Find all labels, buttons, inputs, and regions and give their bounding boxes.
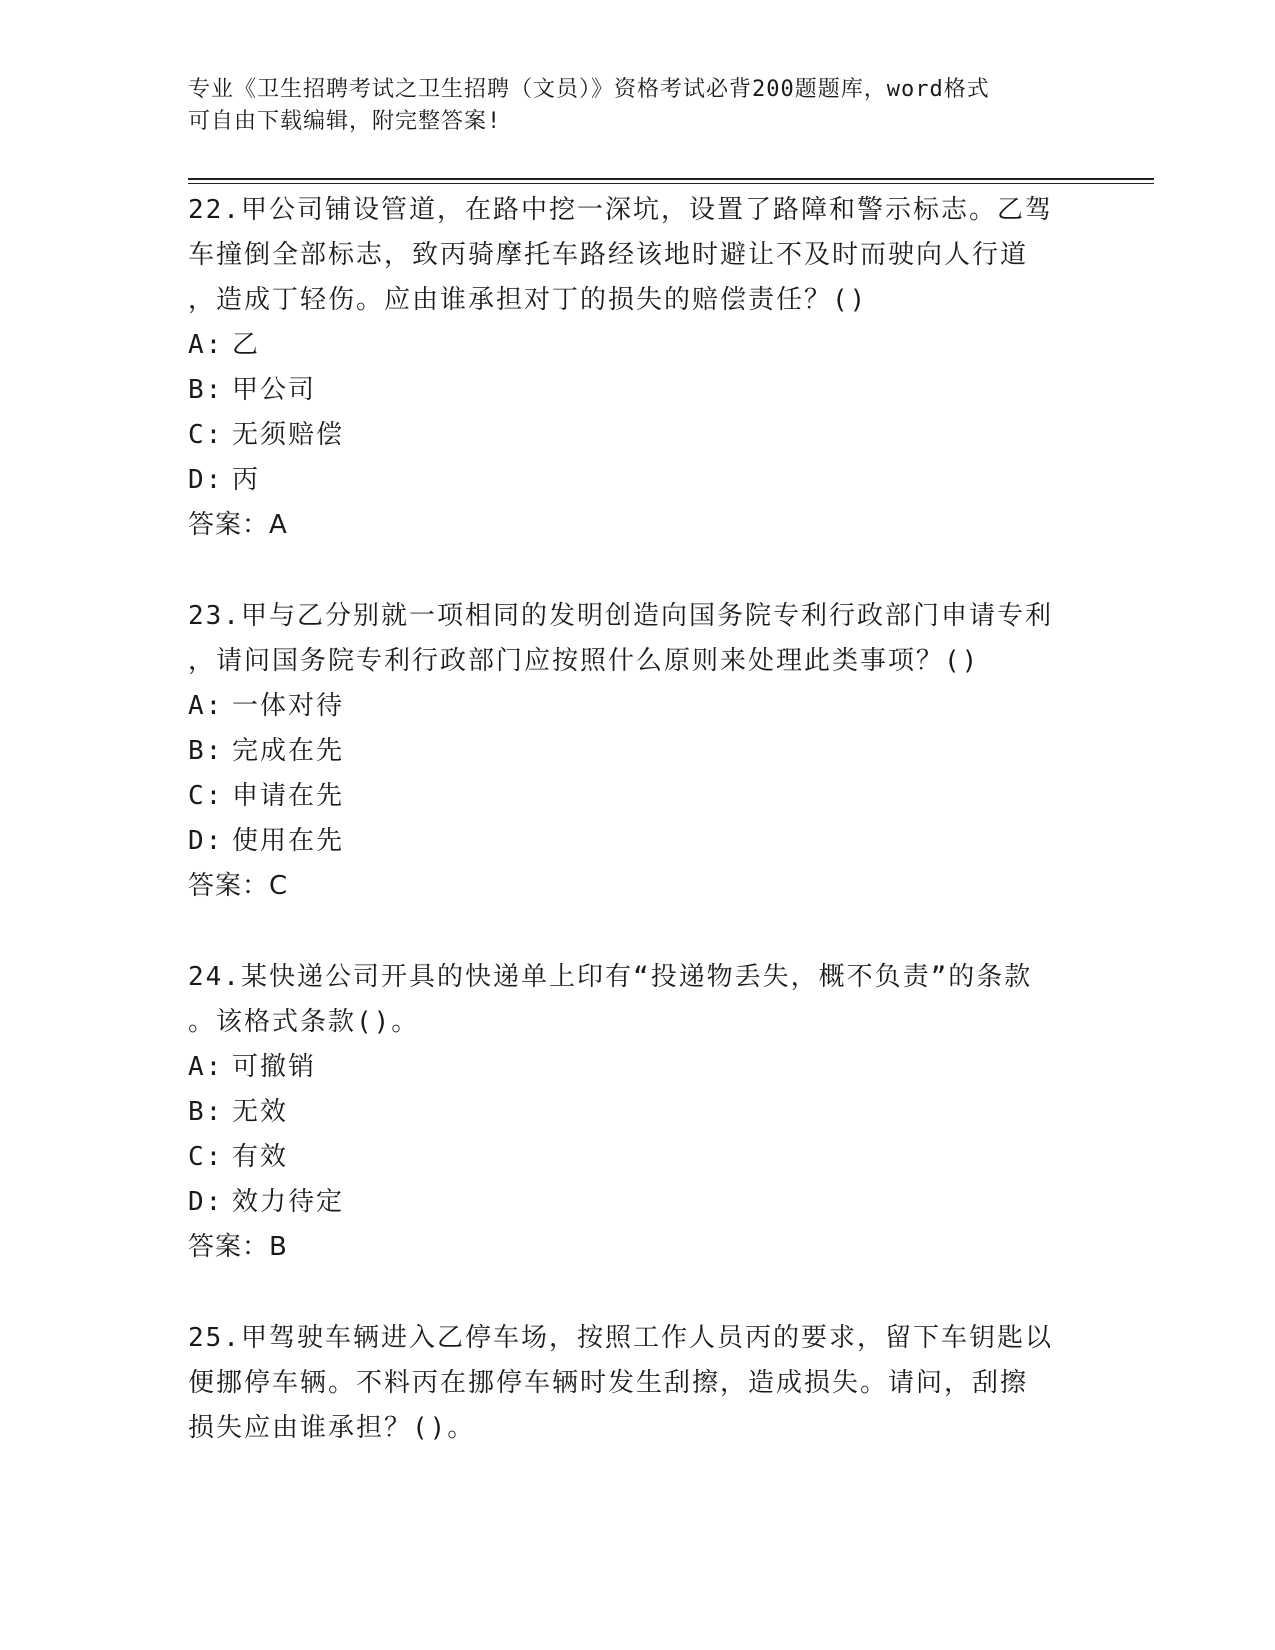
header-line-2: 可自由下载编辑，附完整答案!: [188, 109, 502, 134]
option-letter: A:: [188, 691, 224, 721]
option-text: 可撤销: [232, 1052, 317, 1082]
question-text-line: ，请问国务院专利行政部门应按照什么原则来处理此类事项？(): [188, 646, 980, 676]
option-text: 一体对待: [232, 691, 345, 721]
option-letter: D:: [188, 465, 224, 495]
answer-option: [188, 458, 1088, 503]
question-list: [188, 188, 1088, 1451]
option-text: 申请在先: [232, 781, 345, 811]
option-letter: D:: [188, 1187, 224, 1217]
option-text: 效力待定: [232, 1187, 345, 1217]
option-text: 乙: [232, 330, 261, 360]
option-text: 丙: [232, 465, 261, 495]
answer-option: [188, 323, 1088, 368]
answer-option: [188, 413, 1088, 458]
option-text: 使用在先: [232, 826, 345, 856]
option-letter: B:: [188, 736, 224, 766]
question-text-line: 23.甲与乙分别就一项相同的发明创造向国务院专利行政部门申请专利: [188, 601, 1053, 631]
answer-option: [188, 684, 1088, 729]
option-text: 无效: [232, 1097, 289, 1127]
answer-key: 答案：A: [188, 510, 288, 540]
question-text-line: 车撞倒全部标志，致丙骑摩托车路经该地时避让不及时而驶向人行道: [188, 240, 1029, 270]
question-block: [188, 955, 1088, 1270]
option-text: 完成在先: [232, 736, 345, 766]
question-block: [188, 1316, 1088, 1451]
option-letter: C:: [188, 781, 224, 811]
question-block: [188, 594, 1088, 909]
option-text: 有效: [232, 1142, 289, 1172]
option-letter: C:: [188, 420, 224, 450]
option-text: 无须赔偿: [232, 420, 345, 450]
option-letter: A:: [188, 1052, 224, 1082]
answer-option: [188, 1135, 1088, 1180]
question-text-line: 损失应由谁承担？()。: [188, 1413, 476, 1443]
question-text-line: 。该格式条款()。: [188, 1007, 420, 1037]
answer-option: [188, 819, 1088, 864]
answer-option: [188, 1045, 1088, 1090]
answer-option: [188, 1090, 1088, 1135]
question-text-line: 24.某快递公司开具的快递单上印有“投递物丢失，概不负责”的条款: [188, 962, 1033, 992]
answer-option: [188, 368, 1088, 413]
question-block: [188, 188, 1088, 548]
header-line-1: 专业《卫生招聘考试之卫生招聘（文员）》资格考试必背200题题库，word格式: [188, 77, 990, 102]
option-letter: C:: [188, 1142, 224, 1172]
answer-option: [188, 774, 1088, 819]
header-divider-thin: [188, 183, 1154, 184]
document-header: [188, 74, 1088, 138]
answer-option: [188, 1180, 1088, 1225]
answer-key: 答案：C: [188, 871, 289, 901]
answer-option: [188, 729, 1088, 774]
header-divider-thick: [188, 178, 1154, 180]
option-letter: B:: [188, 375, 224, 405]
answer-key: 答案：B: [188, 1232, 288, 1262]
question-text-line: 便挪停车辆。不料丙在挪停车辆时发生刮擦，造成损失。请问，刮擦: [188, 1368, 1029, 1398]
question-text-line: ，造成丁轻伤。应由谁承担对丁的损失的赔偿责任？(): [188, 285, 868, 315]
question-text-line: 22.甲公司铺设管道，在路中挖一深坑，设置了路障和警示标志。乙驾: [188, 195, 1053, 225]
option-letter: B:: [188, 1097, 224, 1127]
option-text: 甲公司: [232, 375, 317, 405]
question-text-line: 25.甲驾驶车辆进入乙停车场，按照工作人员丙的要求，留下车钥匙以: [188, 1323, 1053, 1353]
option-letter: A:: [188, 330, 224, 360]
option-letter: D:: [188, 826, 224, 856]
